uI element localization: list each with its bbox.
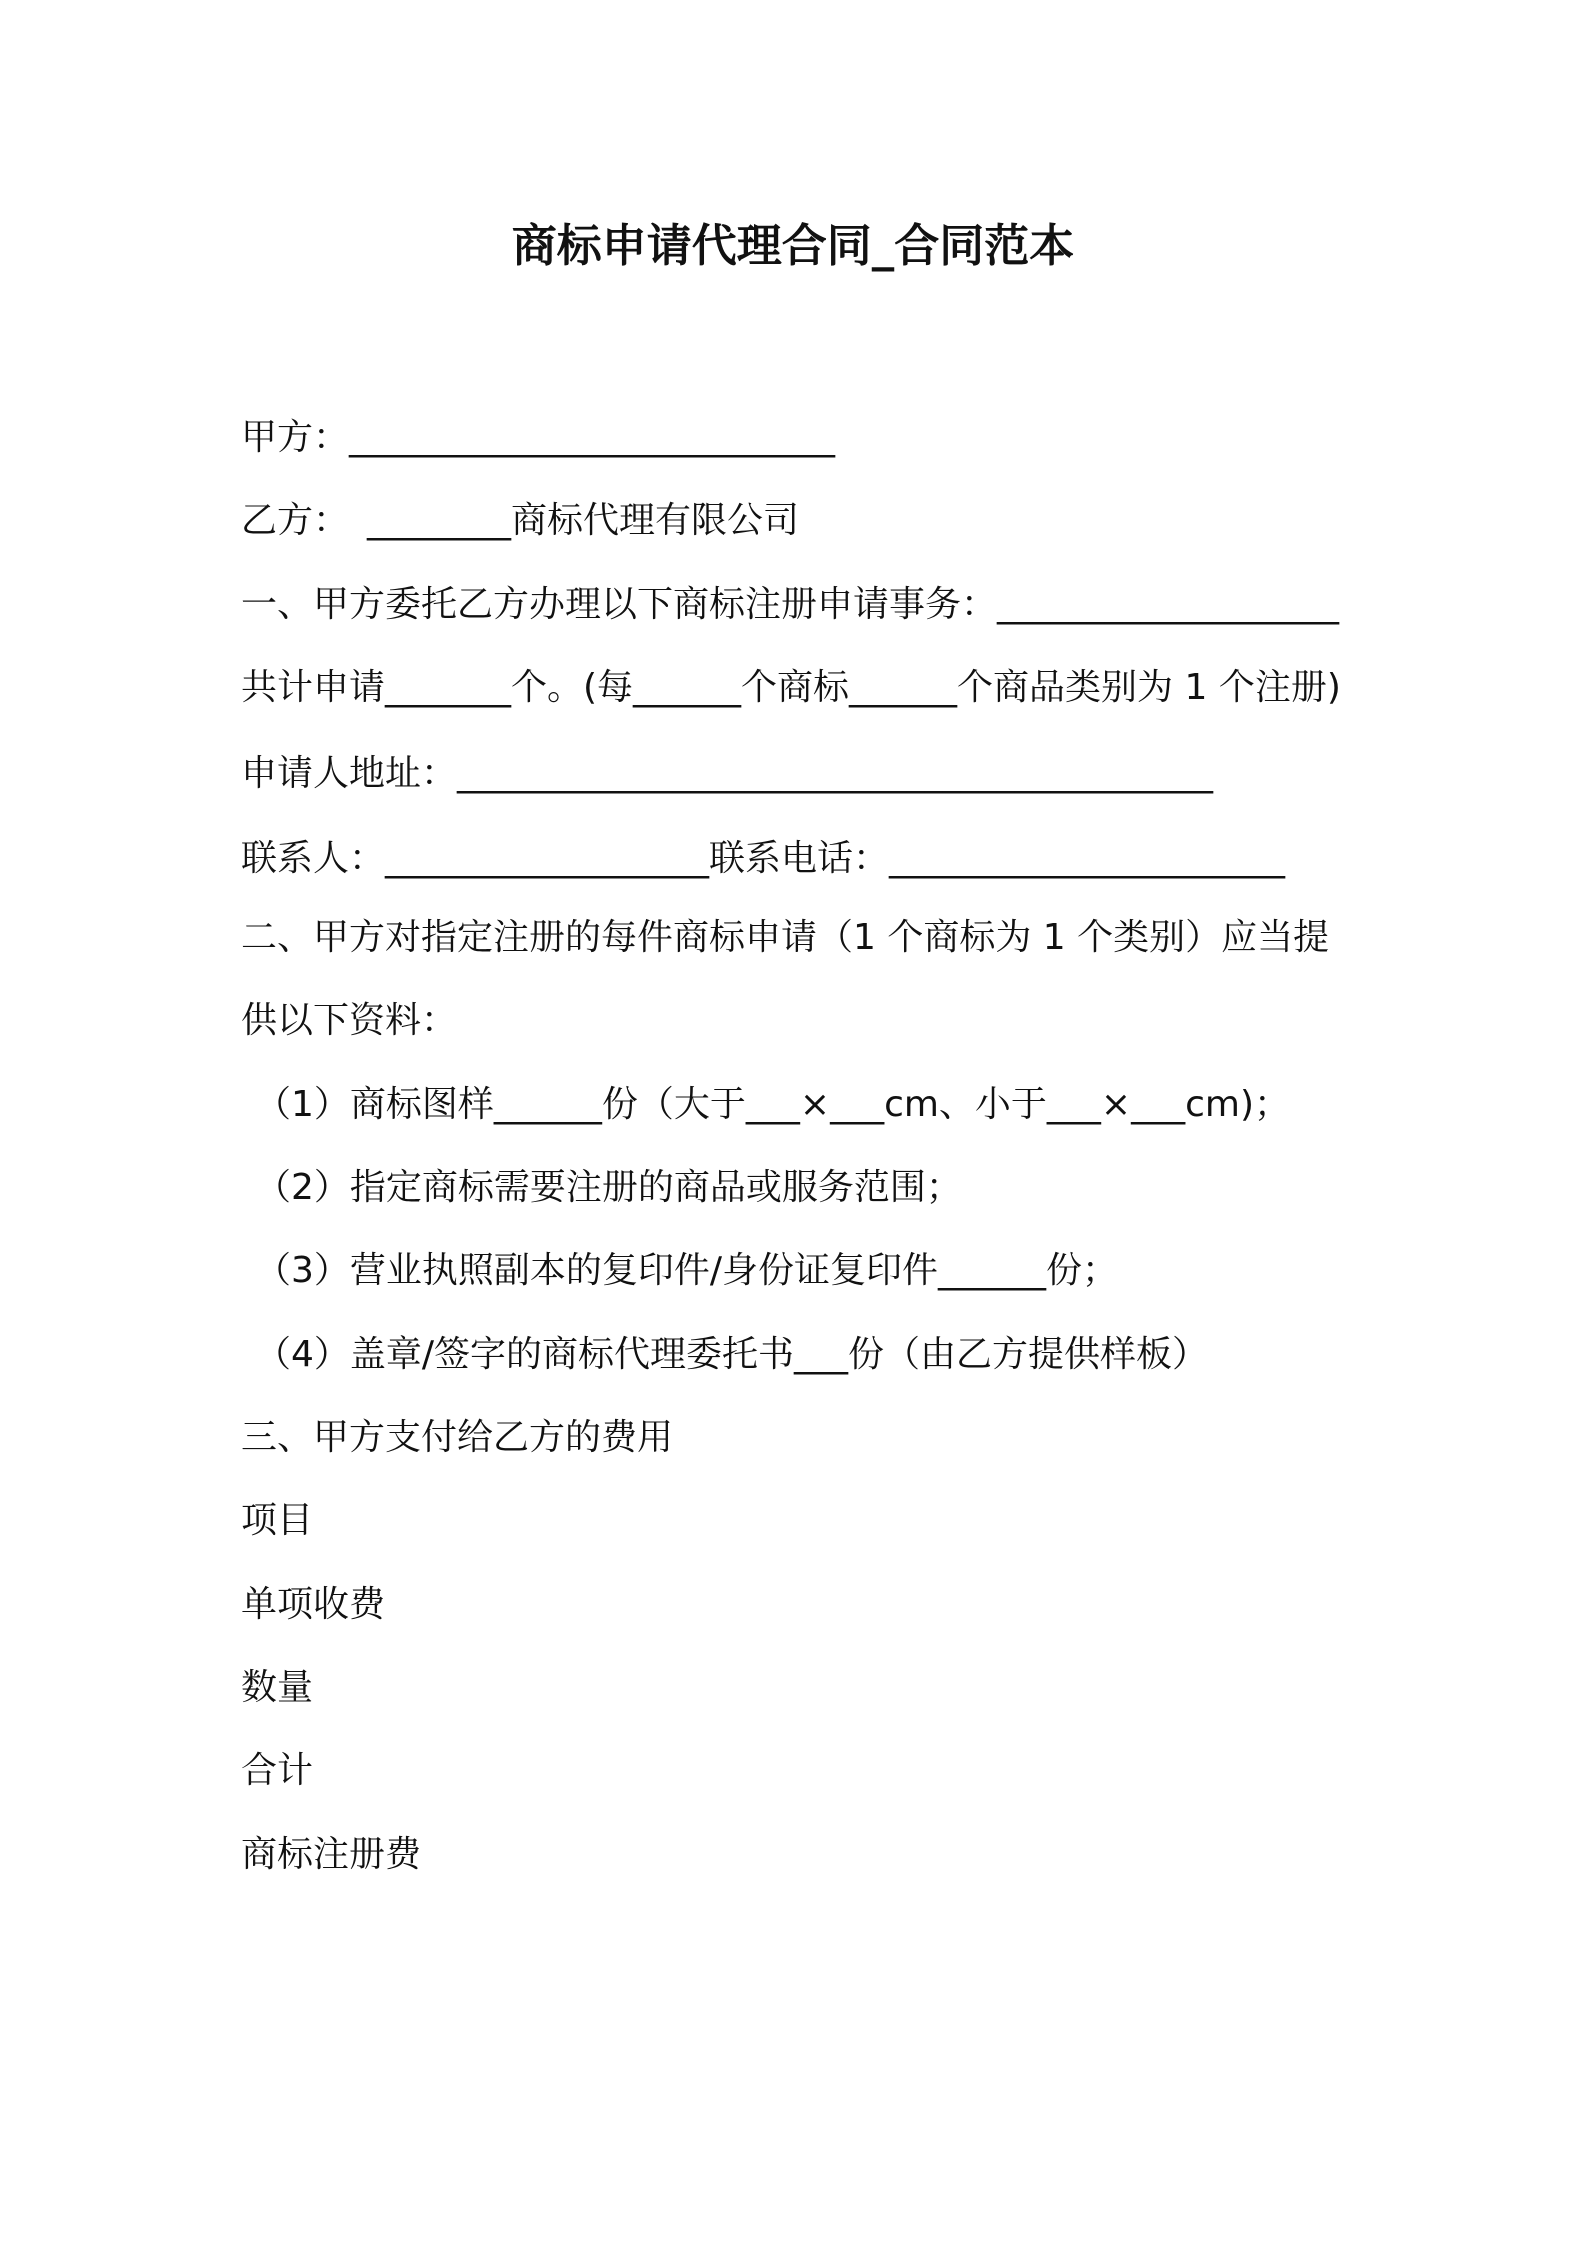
fee-row-trademark-registration: 商标注册费 bbox=[241, 1834, 422, 1875]
party-b-line: 乙方： ________商标代理有限公司 bbox=[241, 500, 800, 541]
section-1-heading: 一、甲方委托乙方办理以下商标注册申请事务：___________________ bbox=[241, 584, 1340, 625]
fee-column-unit-price: 单项收费 bbox=[241, 1584, 386, 1625]
section-2-continuation: 供以下资料： bbox=[241, 1000, 458, 1041]
material-item-3: （3）营业执照副本的复印件/身份证复印件______份； bbox=[255, 1250, 1119, 1291]
fee-column-item: 项目 bbox=[241, 1500, 314, 1541]
section-3-heading: 三、甲方支付给乙方的费用 bbox=[241, 1417, 674, 1458]
party-a-line: 甲方：___________________________ bbox=[241, 417, 836, 458]
contact-line: 联系人：__________________联系电话：______________________ bbox=[241, 838, 1286, 879]
fee-column-quantity: 数量 bbox=[241, 1667, 314, 1708]
section-2-heading: 二、甲方对指定注册的每件商标申请（1 个商标为 1 个类别）应当提 bbox=[241, 917, 1330, 958]
material-item-2: （2）指定商标需要注册的商品或服务范围； bbox=[255, 1167, 962, 1208]
applicant-address-line: 申请人地址：__________________________________________ bbox=[241, 753, 1214, 794]
material-item-4: （4）盖章/签字的商标代理委托书___份（由乙方提供样板） bbox=[255, 1334, 1209, 1375]
document-title: 商标申请代理合同_合同范本 bbox=[511, 219, 1075, 272]
application-count-line: 共计申请_______个。(每______个商标______个商品类别为 1 个注册) bbox=[241, 667, 1341, 708]
fee-column-total: 合计 bbox=[241, 1750, 314, 1791]
material-item-1: （1）商标图样______份（大于___×___cm、小于___×___cm)； bbox=[255, 1084, 1291, 1125]
